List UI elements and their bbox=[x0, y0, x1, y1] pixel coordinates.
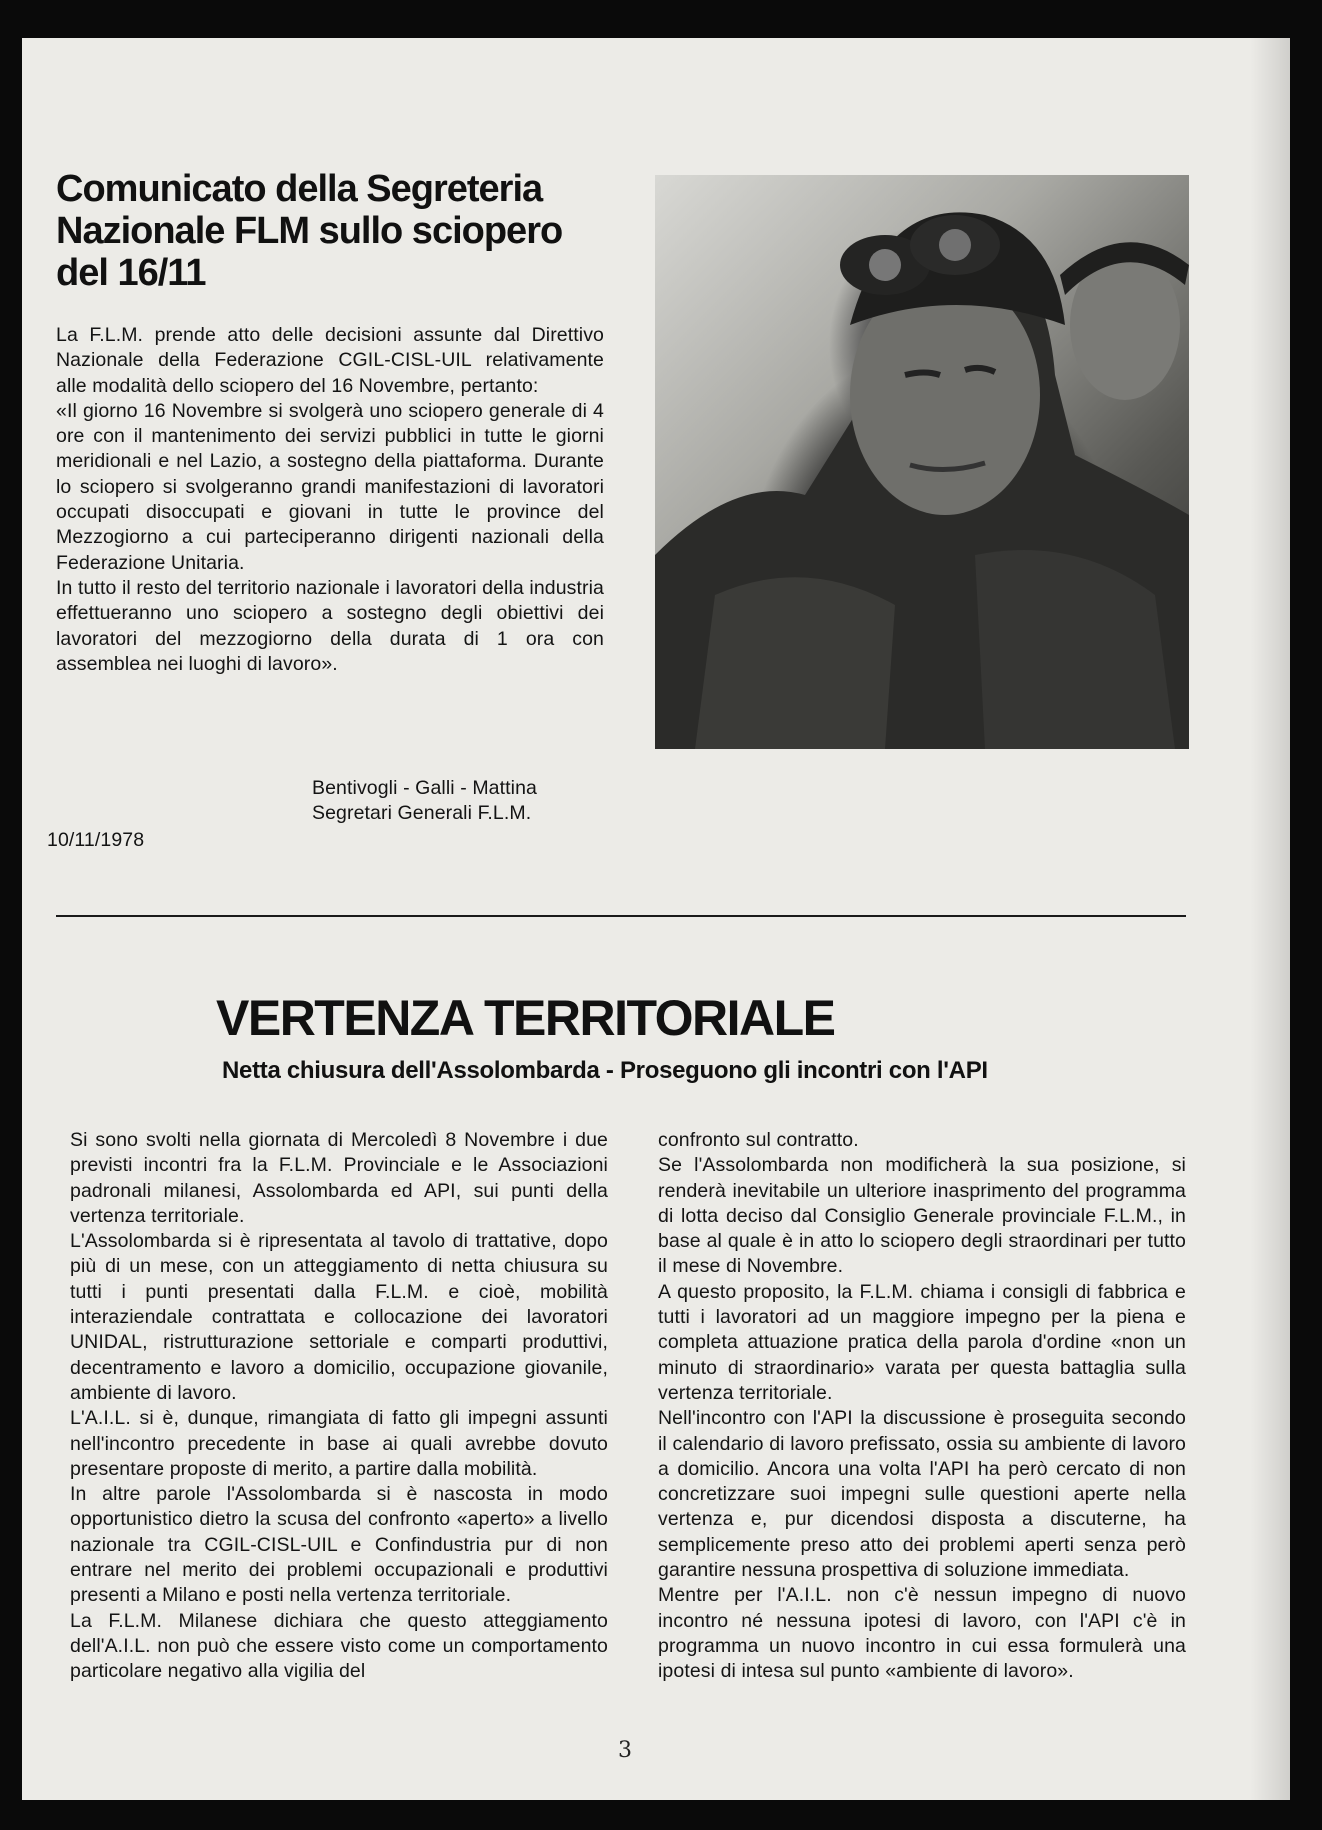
paragraph: In tutto il resto del territorio nazionale i lavoratori della industria effettueranno uno sciopero a sostegno degli obiettivi dei lavoratori del mezzogiorno della durata di 1 ora con assemblea nei luoghi di lavoro». bbox=[56, 576, 604, 675]
miner-photo bbox=[655, 175, 1189, 749]
signature-role: Segretari Generali F.L.M. bbox=[312, 802, 532, 825]
paragraph: L'Assolombarda si è ripresentata al tavolo di trattative, dopo più di un mese, con un atteggiamento di netta chiusura su tutti i punti presentati dalla F.L.M. e cioè, mobilità interaziendale contrattata e collocazione dei lavoratori UNIDAL, ristrutturazione settoriale e comparti produttivi, decentramento e lavoro a domicilio, occupazione giovanile, ambiente di lavoro. bbox=[70, 1230, 608, 1404]
section-title: VERTENZA TERRITORIALE bbox=[216, 990, 835, 1046]
miner-photo-illustration bbox=[655, 175, 1189, 749]
article-column-right bbox=[658, 1128, 1186, 1685]
page-number: 3 bbox=[618, 1738, 632, 1763]
paragraph: Mentre per l'A.I.L. non c'è nessun impegno di nuovo incontro né nessuna ipotesi di lavoro, con l'API c'è in programma un nuovo incontro in cui essa formulerà una ipotesi di intesa sul punto «ambiente di lavoro». bbox=[658, 1584, 1186, 1683]
communique-date: 10/11/1978 bbox=[47, 829, 145, 851]
paragraph: Nell'incontro con l'API la discussione è proseguita secondo il calendario di lavoro prefissato, ossia su ambiente di lavoro a domicilio. Ancora una volta l'API ha però cercato di non concretizzare suoi impegni sulle questioni aperte nella vertenza e, pur dicendosi disposta a discuterne, ha semplicemente preso atto dei problemi aperti senza però garantire nessuna prospettiva di soluzione immediata. bbox=[658, 1407, 1186, 1582]
communique-body bbox=[56, 323, 604, 677]
paragraph: La F.L.M. Milanese dichiara che questo atteggiamento dell'A.I.L. non può che essere visto come un comportamento particolare negativo alla vigilia del bbox=[70, 1609, 608, 1683]
magazine-page bbox=[22, 38, 1290, 1800]
paragraph: In altre parole l'Assolombarda si è nascosta in modo opportunistico dietro la scusa del confronto «aperto» a livello nazionale tra CGIL-CISL-UIL e Confindustria pur di non entrare nel merito dei problemi occupazionali e produttivi presenti a Milano e posti nella vertenza territoriale. bbox=[70, 1483, 608, 1607]
page-edge-shadow bbox=[1250, 38, 1290, 1800]
article-column-left bbox=[70, 1128, 608, 1685]
section-subtitle: Netta chiusura dell'Assolombarda - Proseguono gli incontri con l'API bbox=[222, 1057, 988, 1084]
paragraph: A questo proposito, la F.L.M. chiama i consigli di fabbrica e tutti i lavoratori ad un maggiore impegno per la piena e completa attuazione pratica della parola d'ordine «non un minuto di straordinario» varata per questa battaglia sulla vertenza territoriale. bbox=[658, 1280, 1186, 1404]
paragraph: Si sono svolti nella giornata di Mercoledì 8 Novembre i due previsti incontri fra la F.L.M. Provinciale e le Associazioni padronali milanesi, Assolombarda ed API, sui punti della vertenza territoriale. bbox=[70, 1129, 608, 1227]
signature-block bbox=[312, 776, 537, 827]
paragraph: La F.L.M. prende atto delle decisioni assunte dal Direttivo Nazionale della Federazione CGIL-CISL-UIL relativamente alle modalità dello sciopero del 16 Novembre, pertanto: bbox=[56, 324, 604, 397]
section-divider bbox=[56, 915, 1186, 917]
paragraph: confronto sul contratto. bbox=[658, 1129, 859, 1151]
paragraph: Se l'Assolombarda non modificherà la sua posizione, si renderà inevitabile un ulteriore inasprimento del programma di lotta deciso dal Consiglio Generale provinciale F.L.M., in base al quale è in atto lo sciopero degli straordinari per tutto il mese di Novembre. bbox=[658, 1154, 1186, 1278]
paragraph: «Il giorno 16 Novembre si svolgerà uno sciopero generale di 4 ore con il mantenimento dei servizi pubblici in tutte le giorni meridionali e nel Lazio, a sostegno della piattaforma. Durante lo sciopero si svolgeranno grandi manifestazioni di lavoratori occupati disoccupati e giovani in tutte le province del Mezzogiorno a cui parteciperanno dirigenti nazionali della Federazione Unitaria. bbox=[56, 399, 604, 574]
paragraph: L'A.I.L. si è, dunque, rimangiata di fatto gli impegni assunti nell'incontro precedente in base ai quali avrebbe dovuto presentare proposte di merito, a partire dalla mobilità. bbox=[70, 1407, 608, 1480]
signature-names: Bentivogli - Galli - Mattina bbox=[312, 777, 537, 799]
article-title: Comunicato della Segreteria Nazionale FLM sullo sciopero del 16/11 bbox=[56, 168, 563, 294]
